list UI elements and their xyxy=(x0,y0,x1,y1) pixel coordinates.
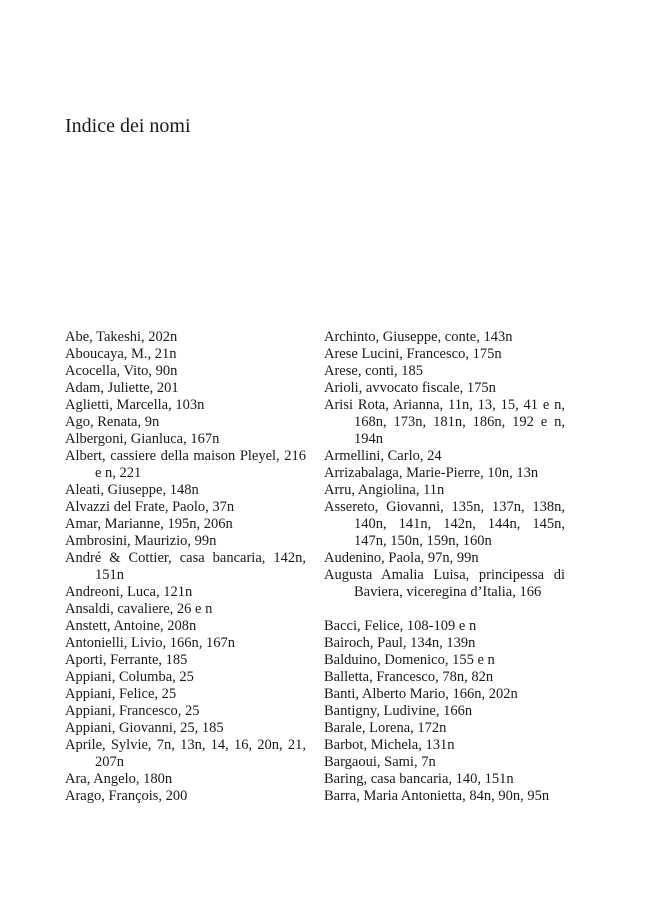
index-entry: Arioli, avvocato fiscale, 175n xyxy=(324,380,496,396)
index-entry: Banti, Alberto Mario, 166n, 202n xyxy=(324,686,518,702)
index-entry: Anstett, Antoine, 208n xyxy=(65,618,197,634)
index-entry: Balduino, Domenico, 155 e n xyxy=(324,652,495,668)
index-entry: Acocella, Vito, 90n xyxy=(65,363,178,379)
index-entry: Augusta Amalia Luisa, principessa di Baviera, viceregina d’Italia, 166 xyxy=(324,567,565,600)
index-entry: Alvazzi del Frate, Paolo, 37n xyxy=(65,499,235,515)
index-entry: Assereto, Giovanni, 135n, 137n, 138n, 140n, 141n, 142n, 144n, 145n, 147n, 150n, 159n, 160n xyxy=(324,499,565,549)
index-entry: Arrizabalaga, Marie-Pierre, 10n, 13n xyxy=(324,465,539,481)
index-column-left xyxy=(65,329,306,805)
index-entry: Arago, François, 200 xyxy=(65,788,188,804)
index-column-right xyxy=(324,329,565,805)
index-entry: Arru, Angiolina, 11n xyxy=(324,482,445,498)
index-entry: Arisi Rota, Arianna, 11n, 13, 15, 41 e n, 168n, 173n, 181n, 186n, 192 e n, 194n xyxy=(324,397,565,447)
index-entry: Albert, cassiere della maison Pleyel, 216 e n, 221 xyxy=(65,448,306,481)
index-entry: Bantigny, Ludivine, 166n xyxy=(324,703,473,719)
index-entry: Audenino, Paola, 97n, 99n xyxy=(324,550,479,566)
index-entry: Appiani, Giovanni, 25, 185 xyxy=(65,720,224,736)
index-entry: Bairoch, Paul, 134n, 139n xyxy=(324,635,476,651)
index-entry: Ara, Angelo, 180n xyxy=(65,771,173,787)
index-entry: Antonielli, Livio, 166n, 167n xyxy=(65,635,235,651)
index-entry: Andreoni, Luca, 121n xyxy=(65,584,193,600)
letter-group-divider xyxy=(324,601,565,618)
index-entry: Abe, Takeshi, 202n xyxy=(65,329,178,345)
index-entry: Arese, conti, 185 xyxy=(324,363,424,379)
index-entry: Adam, Juliette, 201 xyxy=(65,380,179,396)
index-entry: Aleati, Giuseppe, 148n xyxy=(65,482,199,498)
index-entry: Balletta, Francesco, 78n, 82n xyxy=(324,669,494,685)
index-entry: Appiani, Francesco, 25 xyxy=(65,703,200,719)
index-entry: Baring, casa bancaria, 140, 151n xyxy=(324,771,514,787)
index-entry: Aboucaya, M., 21n xyxy=(65,346,177,362)
index-entry: Amar, Marianne, 195n, 206n xyxy=(65,516,233,532)
index-entry: Appiani, Columba, 25 xyxy=(65,669,194,685)
index-entry: Barale, Lorena, 172n xyxy=(324,720,447,736)
index-entry: Ansaldi, cavaliere, 26 e n xyxy=(65,601,213,617)
index-entry: André & Cottier, casa bancaria, 142n, 151n xyxy=(65,550,306,583)
index-entry: Appiani, Felice, 25 xyxy=(65,686,177,702)
index-entry: Barra, Maria Antonietta, 84n, 90n, 95n xyxy=(324,788,550,804)
page-title: Indice dei nomi xyxy=(65,115,191,137)
index-entry: Armellini, Carlo, 24 xyxy=(324,448,442,464)
index-entry: Aprile, Sylvie, 7n, 13n, 14, 16, 20n, 21, 207n xyxy=(65,737,306,770)
index-entry: Aporti, Ferrante, 185 xyxy=(65,652,188,668)
index-entry: Barbot, Michela, 131n xyxy=(324,737,455,753)
index-entry: Ambrosini, Maurizio, 99n xyxy=(65,533,217,549)
index-entry: Bacci, Felice, 108-109 e n xyxy=(324,618,477,634)
index-entry: Albergoni, Gianluca, 167n xyxy=(65,431,220,447)
index-entry: Ago, Renata, 9n xyxy=(65,414,160,430)
index-entry: Archinto, Giuseppe, conte, 143n xyxy=(324,329,513,345)
index-entry: Arese Lucini, Francesco, 175n xyxy=(324,346,502,362)
index-entry: Bargaoui, Sami, 7n xyxy=(324,754,436,770)
index-entry: Aglietti, Marcella, 103n xyxy=(65,397,205,413)
